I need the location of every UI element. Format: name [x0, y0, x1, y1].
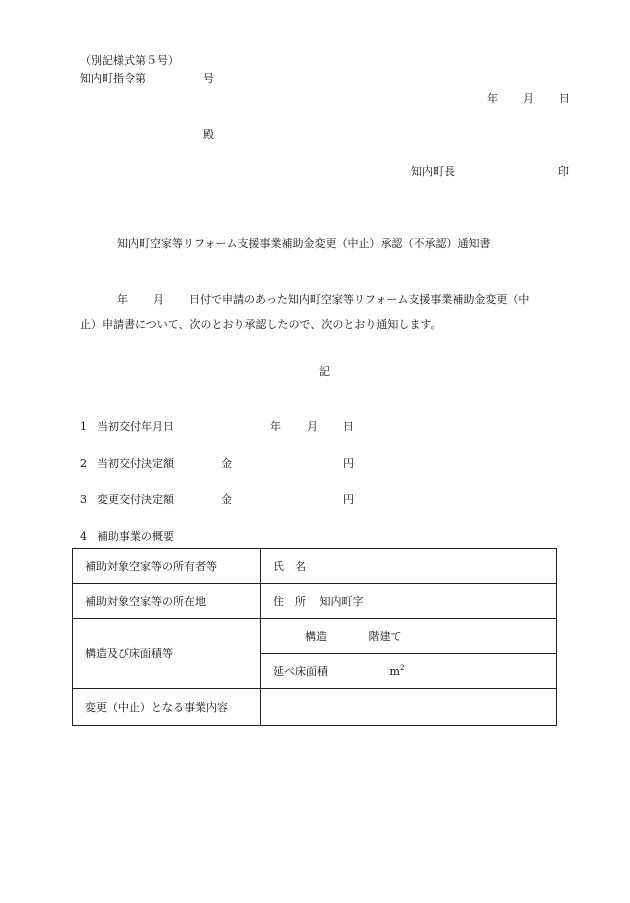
addressee-suffix: 殿: [203, 128, 214, 141]
item-unit: 円: [343, 457, 354, 470]
item-number: 2: [80, 457, 87, 470]
change-value-cell: [261, 689, 557, 726]
form-label: （別記様式第５号）: [80, 54, 179, 67]
item-prefix: 金: [221, 493, 232, 506]
structure-label-cell: 構造及び床面積等: [73, 619, 261, 689]
reference-number-prefix: 知内町指令第: [80, 72, 146, 85]
table-row: [73, 689, 557, 726]
floor-area-label: 延べ床面積: [273, 665, 328, 678]
reference-number-suffix: 号: [203, 72, 214, 85]
structure-value-cell: [261, 619, 557, 654]
item-year: 年: [270, 420, 281, 433]
body-paragraph: [80, 287, 570, 337]
body-line1: 日付で申請のあった知内町空家等リフォーム支援事業補助金変更（中: [189, 293, 530, 306]
issue-date-month: 月: [523, 92, 534, 105]
table-row: [73, 549, 557, 584]
item-prefix: 金: [221, 457, 232, 470]
name-label: 氏 名: [273, 559, 306, 573]
address-value: 知内町字: [319, 594, 364, 608]
owner-value-cell: [261, 549, 557, 584]
area-unit-exp: 2: [399, 664, 405, 672]
change-label-cell: 変更（中止）となる事業内容: [73, 689, 261, 726]
owner-label-cell: 補助対象空家等の所有者等: [73, 549, 261, 584]
issuer-name: 知内町長: [411, 165, 455, 178]
floors-word: 階建て: [368, 629, 402, 643]
table-row: [73, 584, 557, 619]
issue-date-year: 年: [487, 92, 498, 105]
item-label: 補助事業の概要: [97, 530, 174, 543]
location-value-cell: [261, 584, 557, 619]
body-month: 月: [153, 293, 164, 306]
item-label: 当初交付年月日: [97, 420, 174, 433]
item-day: 日: [343, 420, 354, 433]
seal-mark: 印: [558, 165, 569, 178]
area-unit: [390, 665, 405, 677]
address-label: 住 所: [273, 594, 306, 608]
body-line2: 止）申請書について、次のとおり承認したので、次のとおり通知します。: [80, 318, 442, 331]
location-label-cell: 補助対象空家等の所在地: [73, 584, 261, 619]
table-row: [73, 619, 557, 654]
project-outline-table: [72, 548, 557, 726]
item-label: 当初交付決定額: [97, 457, 174, 470]
body-year: 年: [117, 293, 128, 306]
structure-word: 構造: [305, 629, 327, 643]
item-month: 月: [307, 420, 318, 433]
item-number: 1: [80, 420, 87, 433]
item-unit: 円: [343, 493, 354, 506]
ki-heading: 記: [319, 365, 330, 378]
floor-area-cell: [261, 654, 557, 689]
item-number: 4: [80, 530, 87, 543]
issue-date-day: 日: [559, 92, 570, 105]
item-number: 3: [80, 493, 87, 506]
area-unit-base: m: [389, 665, 400, 678]
item-label: 変更交付決定額: [97, 493, 174, 506]
document-title: 知内町空家等リフォーム支援事業補助金変更（中止）承認（不承認）通知書: [117, 237, 491, 250]
